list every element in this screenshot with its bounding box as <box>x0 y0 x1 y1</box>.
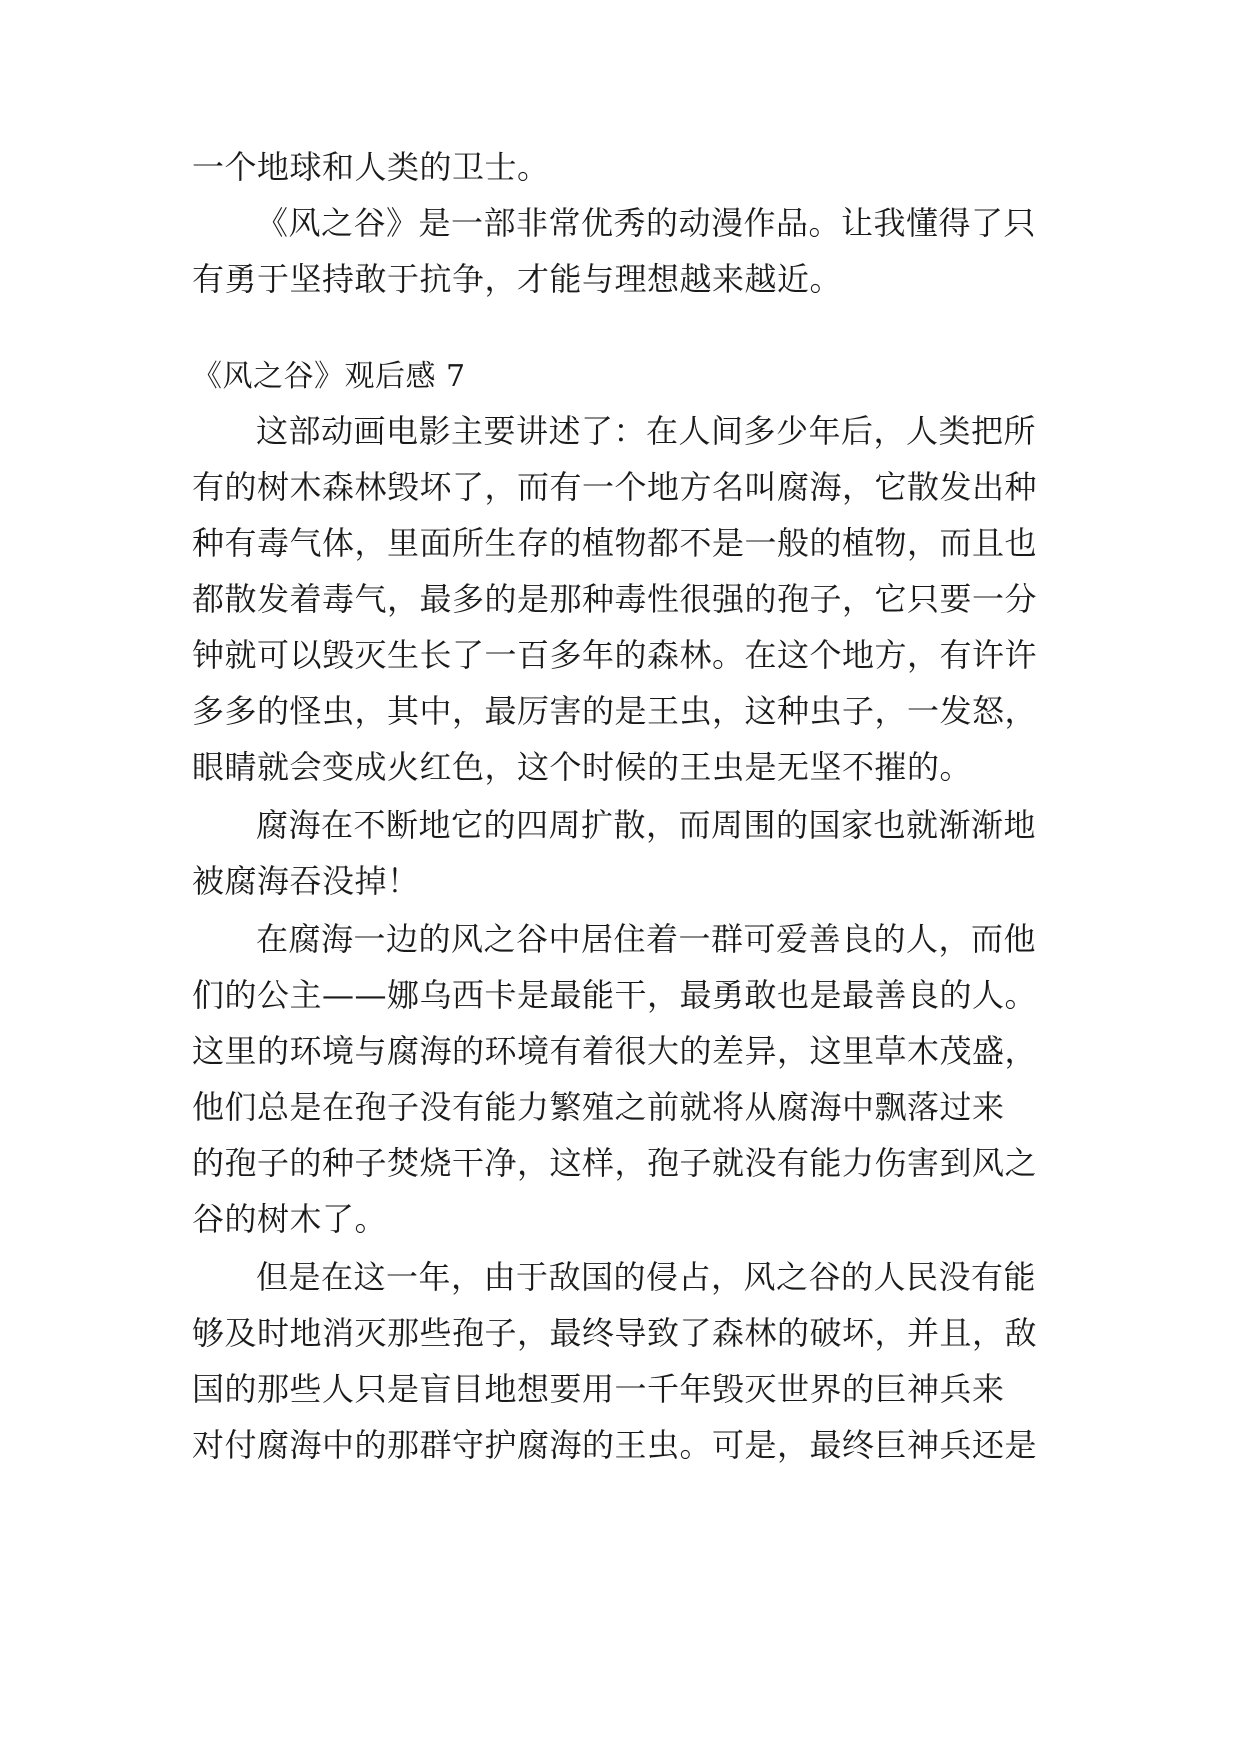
paragraph-line: 都散发着毒气，最多的是那种毒性很强的孢子，它只要一分 <box>192 580 1038 618</box>
paragraph-line: 被腐海吞没掉！ <box>192 862 420 900</box>
paragraph-line: 有勇于坚持敢于抗争，才能与理想越来越近。 <box>192 260 843 298</box>
paragraph-line: 但是在这一年，由于敌国的侵占，风之谷的人民没有能 <box>256 1258 1037 1296</box>
paragraph-line: 这里的环境与腐海的环境有着很大的差异，这里草木茂盛， <box>192 1032 1038 1070</box>
paragraph-line: 多多的怪虫，其中，最厉害的是王虫，这种虫子，一发怒， <box>192 692 1038 730</box>
paragraph-line: 一个地球和人类的卫士。 <box>192 148 550 186</box>
paragraph-line: 这部动画电影主要讲述了：在人间多少年后，人类把所 <box>256 412 1037 450</box>
paragraph-line: 谷的树木了。 <box>192 1200 388 1238</box>
paragraph-line: 有的树木森林毁坏了，而有一个地方名叫腐海，它散发出种 <box>192 468 1038 506</box>
section-heading: 《风之谷》观后感 7 <box>192 359 466 394</box>
paragraph-line: 在腐海一边的风之谷中居住着一群可爱善良的人，而他 <box>256 920 1037 958</box>
paragraph-line: 《风之谷》是一部非常优秀的动漫作品。让我懂得了只 <box>256 204 1037 242</box>
paragraph-line: 他们总是在孢子没有能力繁殖之前就将从腐海中飘落过来 <box>192 1088 1005 1126</box>
paragraph-line: 的孢子的种子焚烧干净，这样，孢子就没有能力伤害到风之 <box>192 1144 1038 1182</box>
paragraph-line: 腐海在不断地它的四周扩散，而周围的国家也就渐渐地 <box>256 806 1037 844</box>
paragraph-line: 钟就可以毁灭生长了一百多年的森林。在这个地方，有许许 <box>192 636 1038 674</box>
paragraph-line: 对付腐海中的那群守护腐海的王虫。可是，最终巨神兵还是 <box>192 1426 1038 1464</box>
paragraph-line: 够及时地消灭那些孢子，最终导致了森林的破坏，并且，敌 <box>192 1314 1038 1352</box>
paragraph-line: 眼睛就会变成火红色，这个时候的王虫是无坚不摧的。 <box>192 748 973 786</box>
paragraph-line: 们的公主——娜乌西卡是最能干，最勇敢也是最善良的人。 <box>192 976 1038 1014</box>
paragraph-line: 种有毒气体，里面所生存的植物都不是一般的植物，而且也 <box>192 524 1038 562</box>
paragraph-line: 国的那些人只是盲目地想要用一千年毁灭世界的巨神兵来 <box>192 1370 1005 1408</box>
